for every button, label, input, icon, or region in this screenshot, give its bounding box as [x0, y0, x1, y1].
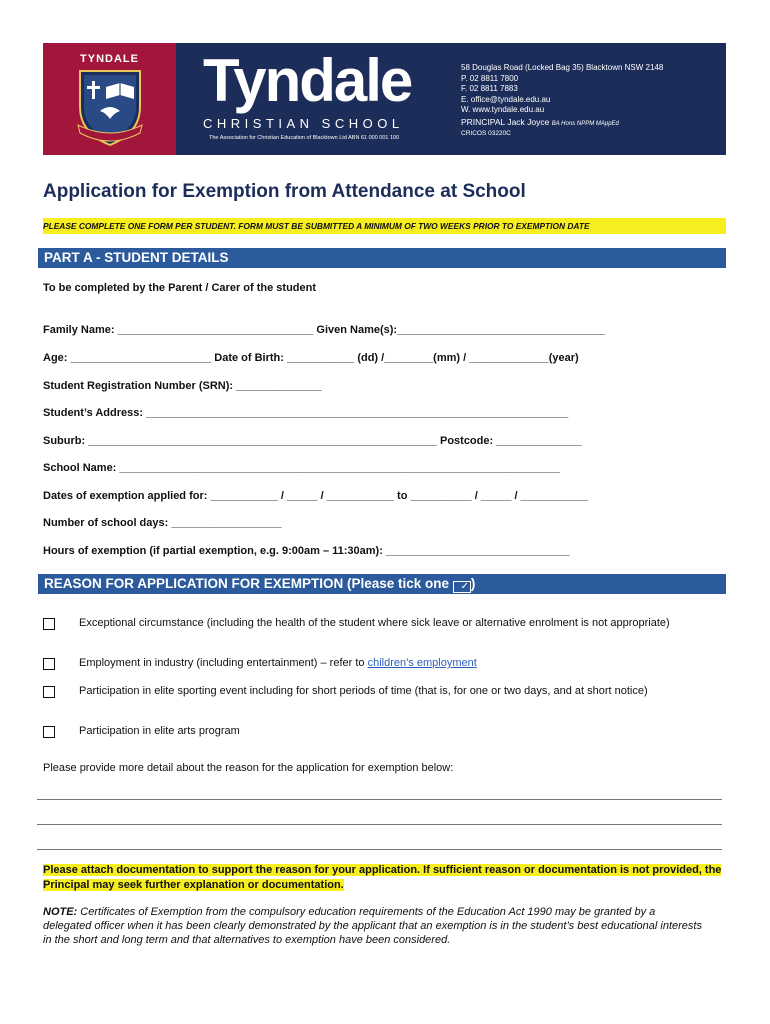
detail-line-2[interactable] [37, 824, 722, 825]
brand-subtitle: CHRISTIAN SCHOOL [203, 116, 404, 131]
detail-line-3[interactable] [37, 849, 722, 850]
detail-line-1[interactable] [37, 799, 722, 800]
association-line: The Association for Christian Education of Blacktown Ltd ABN 61 000 001 100 [209, 135, 400, 141]
page-title: Application for Exemption from Attendance at School [43, 181, 526, 202]
option-label: Participation in elite arts program [79, 725, 240, 737]
family-name-field[interactable]: Family Name: ________________________________ Given Name(s):__________________________________ [43, 324, 606, 336]
tick-box-icon: ✓ [453, 581, 471, 593]
option-label: Exceptional circumstance (including the health of the student where sick leave or alternative enrolment is not appropriate) [79, 617, 670, 629]
checkbox-arts[interactable] [43, 726, 55, 738]
fax-line: F. 02 8811 7883 [461, 84, 518, 93]
part-a-intro: To be completed by the Parent / Carer of the student [43, 282, 317, 294]
attach-notice: Please attach documentation to support the reason for your application. If sufficient reason or documentation is not provided, the Principal may seek further explanation or documentation. [43, 864, 722, 891]
school-name-field[interactable]: School Name: ________________________________________________________________________ [43, 462, 560, 474]
childrens-employment-link[interactable]: children’s employment [367, 657, 477, 669]
checkbox-exceptional[interactable] [43, 618, 55, 630]
exemption-hours-field[interactable]: Hours of exemption (if partial exemption, e.g. 9:00am – 11:30am): ______________________________ [43, 545, 570, 557]
srn-field[interactable]: Student Registration Number (SRN): ______________ [43, 380, 322, 392]
crest-name: TYNDALE [80, 53, 139, 65]
crest-panel [43, 43, 176, 155]
checkbox-employment[interactable] [43, 658, 55, 670]
age-dob-field[interactable]: Age: _______________________ Date of Birth: ___________ (dd) /________(mm) / _____________(year) [43, 352, 579, 364]
suburb-postcode-field[interactable]: Suburb: _________________________________________________________ Postcode: ______________ [43, 435, 582, 447]
note-text: Certificates of Exemption from the compulsory education requirements of the Education Act 1990 may be granted by a delegated officer when it has been clearly demonstrated by the applicant that an exemption is in the student’s best educational interests in the short and long term and that alternatives to exemption have been considered. [43, 906, 702, 946]
principal-line: PRINCIPAL Jack Joyce BA Hons NPPM MAppEd [461, 116, 619, 127]
cricos-line: CRICOS 03220C [461, 130, 511, 137]
exemption-note [43, 905, 703, 947]
option-label: Employment in industry (including entertainment) – refer to children’s employment [79, 657, 477, 669]
brand-wordmark: Tyndale [203, 47, 412, 114]
reason-heading: REASON FOR APPLICATION FOR EXEMPTION (Please tick one ✓ ) [38, 574, 726, 594]
email-line: E. office@tyndale.edu.au [461, 94, 551, 104]
school-days-field[interactable]: Number of school days: __________________ [43, 517, 282, 529]
contact-block [461, 63, 663, 140]
checkbox-sporting[interactable] [43, 686, 55, 698]
header-banner [43, 43, 726, 155]
address-line: 58 Douglas Road (Locked Bag 35) Blacktown NSW 2148 [461, 63, 664, 72]
option-label: Participation in elite sporting event including for short periods of time (that is, for one or two days, and at short notice) [79, 685, 648, 697]
exemption-dates-field[interactable]: Dates of exemption applied for: ___________ / _____ / ___________ to __________ / _____ / ___________ [43, 490, 588, 502]
address-field[interactable]: Student’s Address: _____________________________________________________________________ [43, 407, 569, 419]
part-a-heading: PART A - STUDENT DETAILS [38, 248, 726, 268]
note-label: NOTE: [43, 906, 78, 918]
school-crest-icon [70, 67, 150, 147]
detail-prompt: Please provide more detail about the reason for the application for exemption below: [43, 762, 454, 774]
phone-line: P. 02 8811 7800 [461, 73, 519, 83]
submission-notice: PLEASE COMPLETE ONE FORM PER STUDENT. FORM MUST BE SUBMITTED A MINIMUM OF TWO WEEKS PRIOR TO EXEMPTION DATE [43, 218, 726, 234]
web-line: W. www.tyndale.edu.au [461, 105, 545, 114]
